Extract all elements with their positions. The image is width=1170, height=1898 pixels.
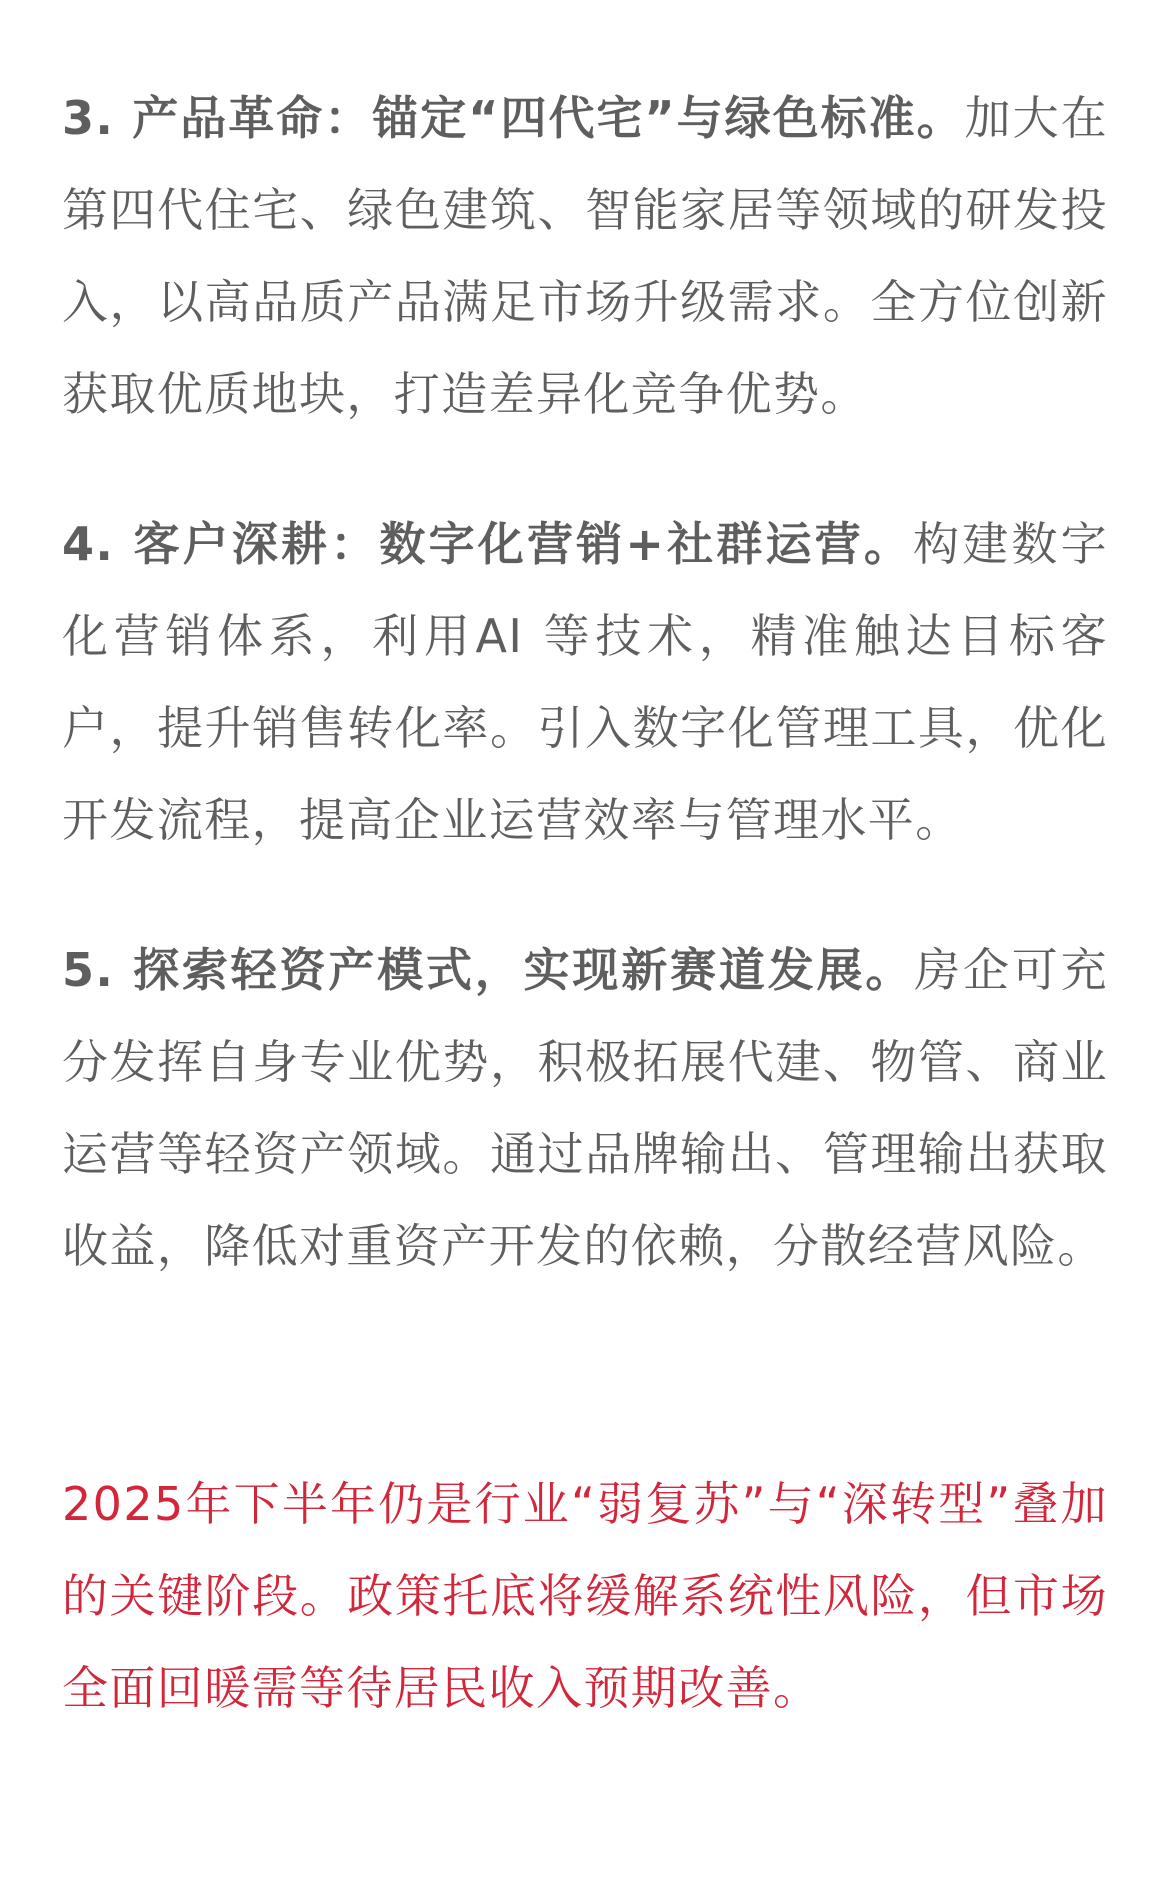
article-body bbox=[62, 72, 1108, 1734]
summary-paragraph: 2025年下半年仍是行业“弱复苏”与“深转型”叠加的关键阶段。政策托底将缓解系统性风险，但市场全面回暖需等待居民收入预期改善。 bbox=[62, 1477, 1108, 1715]
strategy-point-5-text: 房企可充分发挥自身专业优势，积极拓展代建、物管、商业运营等轻资产领域。通过品牌输出、管理输出获取收益，降低对重资产开发的依赖，分散经营风险。 bbox=[62, 943, 1108, 1273]
strategy-point-5-heading: 5. 探索轻资产模式，实现新赛道发展。 bbox=[62, 943, 915, 997]
strategy-point-3-text: 加大在第四代住宅、绿色建筑、智能家居等领域的研发投入，以高品质产品满足市场升级需求。全方位创新获取优质地块，打造差异化竞争优势。 bbox=[62, 91, 1108, 421]
strategy-point-4-text: 构建数字化营销体系，利用AI 等技术，精准触达目标客户，提升销售转化率。引入数字化管理工具，优化开发流程，提高企业运营效率与管理水平。 bbox=[62, 517, 1108, 847]
strategy-point-4-heading: 4. 客户深耕：数字化营销+社群运营。 bbox=[62, 517, 914, 571]
strategy-point-4 bbox=[62, 498, 1108, 866]
strategy-point-3 bbox=[62, 72, 1108, 440]
strategy-point-5 bbox=[62, 924, 1108, 1292]
strategy-point-3-heading: 3. 产品革命：锚定“四代宅”与绿色标准。 bbox=[62, 91, 965, 145]
